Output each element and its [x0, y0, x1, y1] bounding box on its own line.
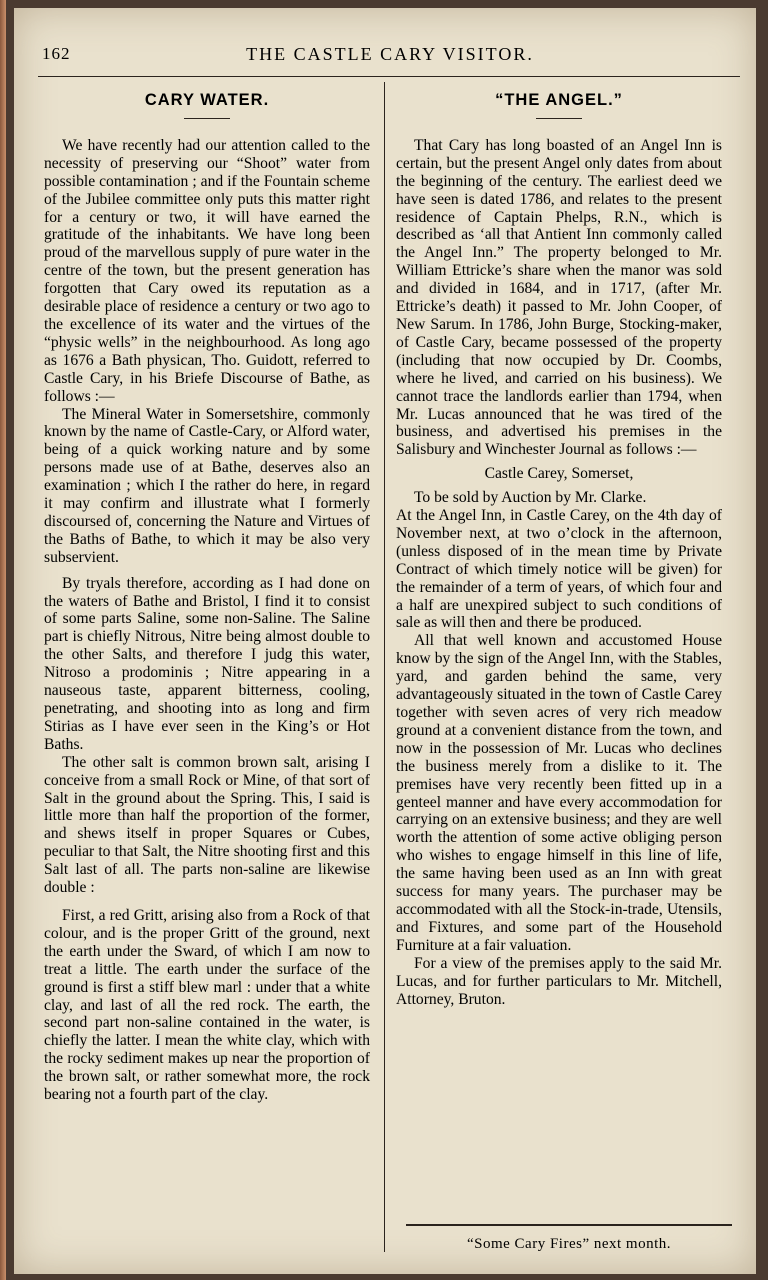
article-title-cary-water: CARY WATER. — [144, 91, 270, 109]
column-divider — [384, 82, 385, 1252]
header-rule — [38, 76, 740, 77]
advert-heading: Castle Carey, Somerset, — [484, 465, 634, 483]
footnote: “Some Cary Fires” next month. — [466, 1236, 672, 1252]
article-title-the-angel: “THE ANGEL.” — [495, 91, 623, 109]
title-rule — [184, 118, 230, 119]
title-rule — [536, 118, 582, 119]
paragraph: To be sold by Auction by Mr. Clarke. — [414, 489, 647, 507]
page-header — [40, 42, 740, 70]
paragraph: By tryals therefore, according as I had done on the waters of Bathe and Bristol, I find it to consist of some parts Saline, some non-Saline. The Saline part is chiefly Nitrous, Nitre being almost double to the other Salts, and therefore I judg this water, Nitroso a prodominis ; Nitre appearing in a nauseous taste, apparent bitterness, cooling, penetrating, and shooting into as long and firm Stirias as I have ever seen in the King’s or Hot Baths. — [44, 574, 370, 753]
footnote-rule — [406, 1224, 732, 1226]
paragraph: At the Angel Inn, in Castle Carey, on the 4th day of November next, at two o’clock in the afternoon, (unless disposed of in the mean time by Private Contract of which timely notice will be given) for the remainder of a term of years, of which four and a half are unexpired subject to such conditions of sale as will then and there be produced. — [396, 507, 722, 632]
left-column — [44, 86, 370, 1104]
book-edge — [0, 0, 6, 1280]
paragraph: We have recently had our attention called to the necessity of preserving our “Shoot” water from possible contamination ; and if the Fountain scheme of the Jubilee committee only puts this matter right for a century or two, it will have earned the gratitude of the inhabitants. We have long been proud of the marvellous supply of pure water in the centre of the town, but the present generation has forgotten that Cary owed its reputation as a desirable place of residence a century or two ago to the excellence of its water and the virtues of the “physic wells” in the neighbourhood. As long ago as 1676 a Bath physican, Tho. Guidott, referred to Castle Cary, in his Briefe Discourse of Bathe, as follows :— — [44, 136, 370, 405]
paragraph: The Mineral Water in Somersetshire, commonly known by the name of Castle-Cary, or Alford water, being of a quick working nature and by some persons made use of at Bathe, deserves also an examination ; which I the rather do here, in regard it may confirm and illustrate what I formerly discoursed of, concerning the Nature and Virtues of the Baths of Bathe, to which it may be also very subservient. — [44, 405, 370, 566]
page-number: 162 — [42, 44, 71, 63]
paragraph: First, a red Gritt, arising also from a Rock of that colour, and is the proper Gritt of the ground, next the earth under the Sward, of which I am now to treat a little. The earth under the surface of the ground is first a stiff blew marl : under that a white clay, and last of all the red rock. The earth, the second part non-saline contained in the water, is chiefly the latter. I mean the white clay, which with the rocky sediment makes up near the proportion of the brown salt, or rather somewhat more, the rock bearing not a fourth part of the clay. — [44, 906, 370, 1104]
paragraph: For a view of the premises apply to the said Mr. Lucas, and for further particulars to Mr. Mitchell, Attorney, Bruton. — [396, 954, 722, 1008]
right-column — [396, 86, 722, 1008]
running-title: THE CASTLE CARY VISITOR. — [246, 44, 534, 64]
paragraph: That Cary has long boasted of an Angel Inn is certain, but the present Angel only dates from about the beginning of the century. The earliest deed we have seen is dated 1786, and relates to the present residence of Captain Phelps, R.N., which is described as ‘all that Antient Inn commonly called the Angel Inn.” The property belonged to Mr. William Ettricke’s share when the manor was sold and divided in 1684, and in 1717, (after Mr. Ettricke’s death) it passed to Mr. John Cooper, of New Sarum. In 1786, John Burge, Stocking-maker, of Castle Cary, became possessed of the property (including that now occupied by Dr. Coombs, where he lived, and carried on his business). We cannot trace the landlords earlier than 1794, when Mr. Lucas announced that he was tired of the business, and advertised his premises in the Salisbury and Winchester Journal as follows :— — [396, 136, 722, 459]
paragraph: The other salt is common brown salt, arising I conceive from a small Rock or Mine, of that sort of Salt in the ground about the Spring. This, I said is little more than half the proportion of the former, and shews itself in proper Squares or Cubes, peculiar to that Salt, the Nitre shooting first and this Salt last of all. The parts non-saline are likewise double : — [44, 753, 370, 897]
paragraph: All that well known and accustomed House know by the sign of the Angel Inn, with the Stables, yard, and garden behind the same, very advantageously situated in the town of Castle Carey together with seven acres of very rich meadow ground at a convenient distance from the town, and now in the possession of Mr. Lucas who declines the business merely from a dislike to it. The premises have very recently been fitted up in a genteel manner and have every accommodation for carrying on an extensive business; and they are well worth the attention of some active obliging person who wishes to engage himself in this line of life, the same having been used as an Inn with great success for many years. The purchaser may be accommodated with all the Stock-in-trade, Utensils, and Fixtures, and some part of the Household Furniture at a fair valuation. — [396, 632, 722, 954]
